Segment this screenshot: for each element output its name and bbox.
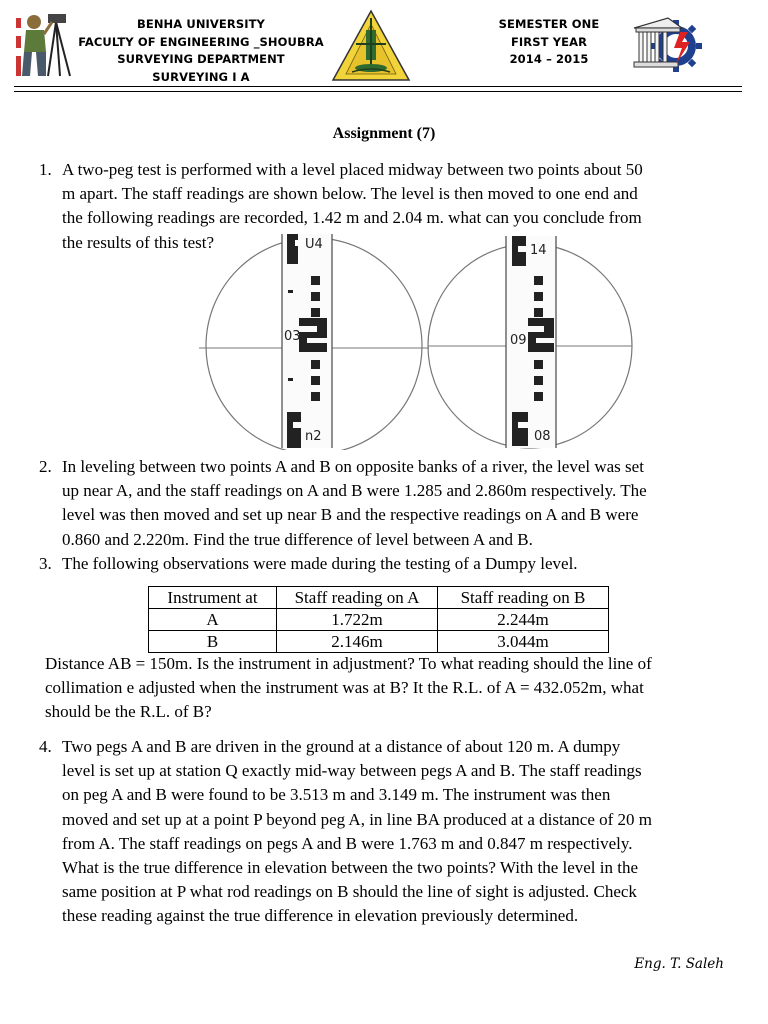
table-header-cell: Staff reading on A [277, 587, 438, 609]
table-header-cell: Staff reading on B [438, 587, 609, 609]
question-1-number: 1. [39, 160, 52, 179]
header-rule-thin [14, 91, 742, 92]
question-line: collimation e adjusted when the instrument was at B? It the R.L. of A = 432.052m, what [45, 678, 644, 698]
question-line: m apart. The staff readings are shown below. The level is then moved to one end and [62, 184, 638, 204]
staff-label-bottom: 08 [534, 429, 551, 444]
question-line: these reading against the true difference in elevation previously determined. [62, 906, 579, 926]
assignment-title: Assignment (7) [332, 125, 436, 142]
staff-label-top: U4 [305, 237, 323, 252]
staff-label-top: 14 [530, 243, 547, 258]
question-line: Two pegs A and B are driven in the ground at a distance of about 120 m. A dumpy [62, 737, 621, 756]
university-logo [330, 8, 412, 84]
table-cell: 3.044m [438, 631, 609, 653]
header-right-block [472, 16, 626, 69]
question-line: A two-peg test is performed with a level placed midway between two points about 50 [62, 160, 643, 179]
question-line: In leveling between two points A and B on opposite banks of a river, the level was set [62, 457, 644, 476]
table-row [149, 609, 609, 631]
question-line: up near A, and the staff readings on A and B were 1.285 and 2.860m respectively. The [62, 481, 647, 501]
question-3-followup [45, 652, 745, 725]
question-2-text [62, 455, 742, 552]
question-line: should be the R.L. of B? [45, 702, 212, 722]
table-cell: B [149, 631, 277, 653]
faculty-name: FACULTY OF ENGINEERING _SHOUBRA [78, 34, 324, 49]
question-3-text [62, 552, 742, 576]
question-line: on peg A and B were found to be 3.513 m and 3.149 m. The instrument was then [62, 785, 611, 805]
question-line: from A. The staff readings on pegs A and B were 1.763 m and 0.847 m respectively. [62, 833, 633, 853]
question-line: the following readings are recorded, 1.42 m and 2.04 m. what can you conclude from [62, 208, 642, 228]
question-line: What is the true difference in elevation between the two points? With the level in the [62, 858, 639, 878]
question-line: the results of this test? [62, 232, 215, 252]
question-line: level was then moved and set up near B and the respective readings on A and B were [62, 505, 639, 525]
academic-year: 2014 – 2015 [509, 52, 589, 66]
table-cell: 1.722m [277, 609, 438, 631]
staff-label-mid: 03 [284, 329, 301, 344]
question-4-text [62, 735, 742, 929]
observations-table [148, 586, 609, 653]
question-line: Distance AB = 150m. Is the instrument in adjustment? To what reading should the line of [45, 654, 652, 673]
faculty-logo [630, 14, 702, 74]
staff-view-2 [424, 232, 636, 450]
staff-label-mid: 09 [510, 333, 527, 348]
table-cell: 2.146m [277, 631, 438, 653]
table-cell: 2.244m [438, 609, 609, 631]
author-signature: Eng. T. Saleh [634, 956, 724, 972]
university-name: BENHA UNIVERSITY [137, 17, 265, 31]
question-line: same position at P what rod readings on B should the line of sight is adjusted. Check [62, 882, 637, 902]
header-rule-thick [14, 86, 742, 87]
question-4-number: 4. [39, 737, 52, 756]
question-3-number: 3. [39, 554, 52, 573]
surveyor-logo [12, 8, 74, 80]
header-left-block [70, 16, 332, 86]
table-header-row [149, 587, 609, 609]
question-line: 0.860 and 2.220m. Find the true difference of level between A and B. [62, 529, 533, 549]
question-line: The following observations were made during the testing of a Dumpy level. [62, 554, 578, 573]
question-line: level is set up at station Q exactly mid-way between pegs A and B. The staff readings [62, 761, 642, 781]
course-name: SURVEYING I A [152, 69, 250, 84]
question-line: moved and set up at a point P beyond peg A, in line BA produced at a distance of 20 m [62, 809, 653, 829]
staff-label-bottom: n2 [305, 429, 322, 444]
staff-view-1 [193, 228, 435, 450]
table-cell: A [149, 609, 277, 631]
department-name: SURVEYING DEPARTMENT [117, 52, 285, 66]
table-header-cell: Instrument at [149, 587, 277, 609]
question-2-number: 2. [39, 457, 52, 476]
table-row [149, 631, 609, 653]
year-label: FIRST YEAR [510, 34, 588, 49]
semester-label: SEMESTER ONE [498, 17, 600, 31]
